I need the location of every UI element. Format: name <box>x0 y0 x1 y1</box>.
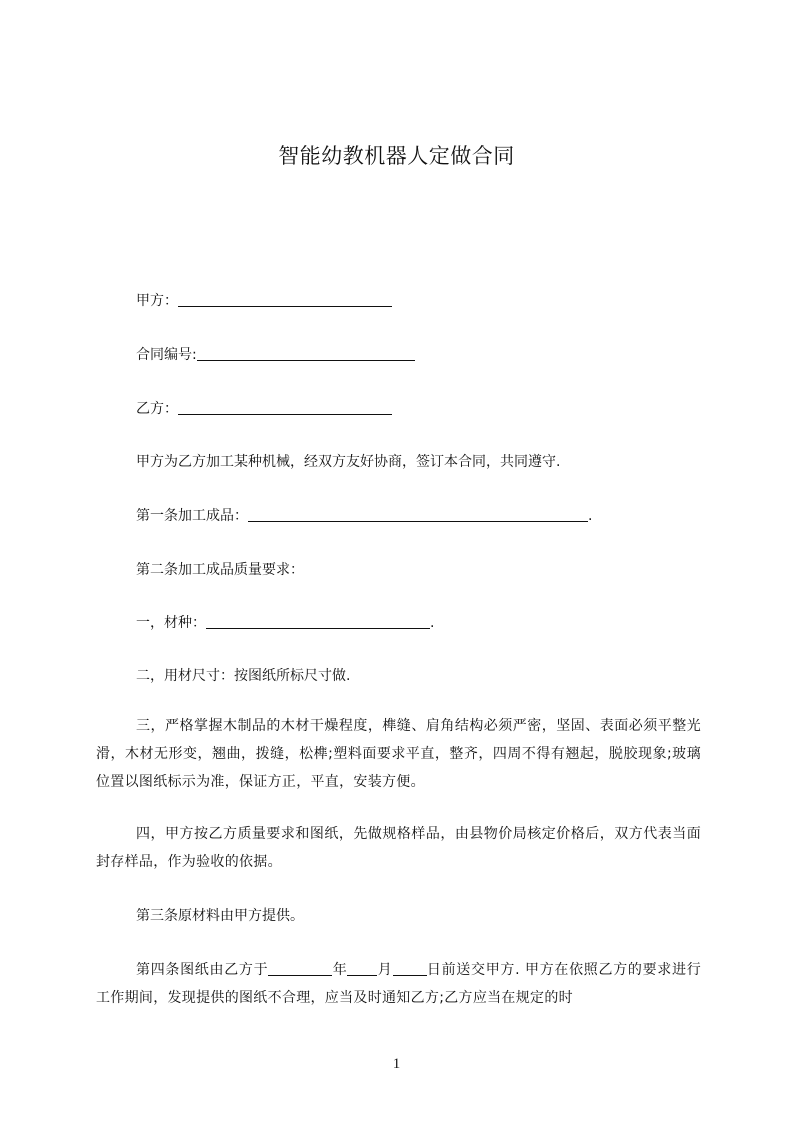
item-1-end: . <box>430 615 435 631</box>
contract-number-field <box>136 345 415 365</box>
party-a-field <box>136 291 392 311</box>
article-4-body: 日前送交甲方. 甲方在依照乙方的要求进行工作期间，发现提供的图纸不合理，应当及时通知乙方;乙方应当在规定的时 <box>96 962 701 1006</box>
article-3: 第三条原材料由甲方提供。 <box>136 908 304 924</box>
party-a-blank <box>178 292 392 307</box>
item-3: 三，严格掌握木制品的木材干燥程度，榫缝、肩角结构必须严密，坚固、表面必须平整光滑，木材无形变，翘曲，拨缝，松榫;塑料面要求平直，整齐，四周不得有翘起，脱胶现象;玻璃位置以图纸标示为准，保证方正，平直，安装方便。 <box>96 718 701 790</box>
item-4: 四，甲方按乙方质量要求和图纸，先做规格样品，由县物价局核定价格后，双方代表当面封存样品，作为验收的依据。 <box>96 826 701 870</box>
article-4-year-blank <box>268 961 332 976</box>
article-2: 第二条加工成品质量要求： <box>136 562 304 578</box>
article-4-month-blank <box>347 961 377 976</box>
contract-number-label: 合同编号: <box>136 347 197 363</box>
article-1 <box>136 506 592 526</box>
item-1-blank <box>206 614 430 629</box>
party-b-label: 乙方： <box>136 401 178 417</box>
article-1-end: . <box>588 508 593 524</box>
page-number: 1 <box>392 1056 401 1072</box>
article-4-lead: 第四条图纸由乙方于 <box>136 962 269 978</box>
document-title: 智能幼教机器人定做合同 <box>278 144 515 168</box>
party-a-label: 甲方： <box>136 293 178 309</box>
item-2: 二，用材尺寸：按图纸所标尺寸做. <box>136 668 351 684</box>
article-4-day-blank <box>393 961 427 976</box>
item-1 <box>136 613 434 633</box>
article-4-month: 月 <box>377 962 393 978</box>
article-1-label: 第一条加工成品： <box>136 508 248 524</box>
article-4 <box>96 956 701 1012</box>
intro-paragraph: 甲方为乙方加工某种机械，经双方友好协商，签订本合同，共同遵守. <box>136 454 561 470</box>
article-4-year: 年 <box>332 962 348 978</box>
contract-number-blank <box>197 346 415 361</box>
article-1-blank <box>248 507 588 522</box>
party-b-blank <box>178 400 392 415</box>
party-b-field <box>136 399 392 419</box>
item-1-label: 一，材种： <box>136 615 206 631</box>
